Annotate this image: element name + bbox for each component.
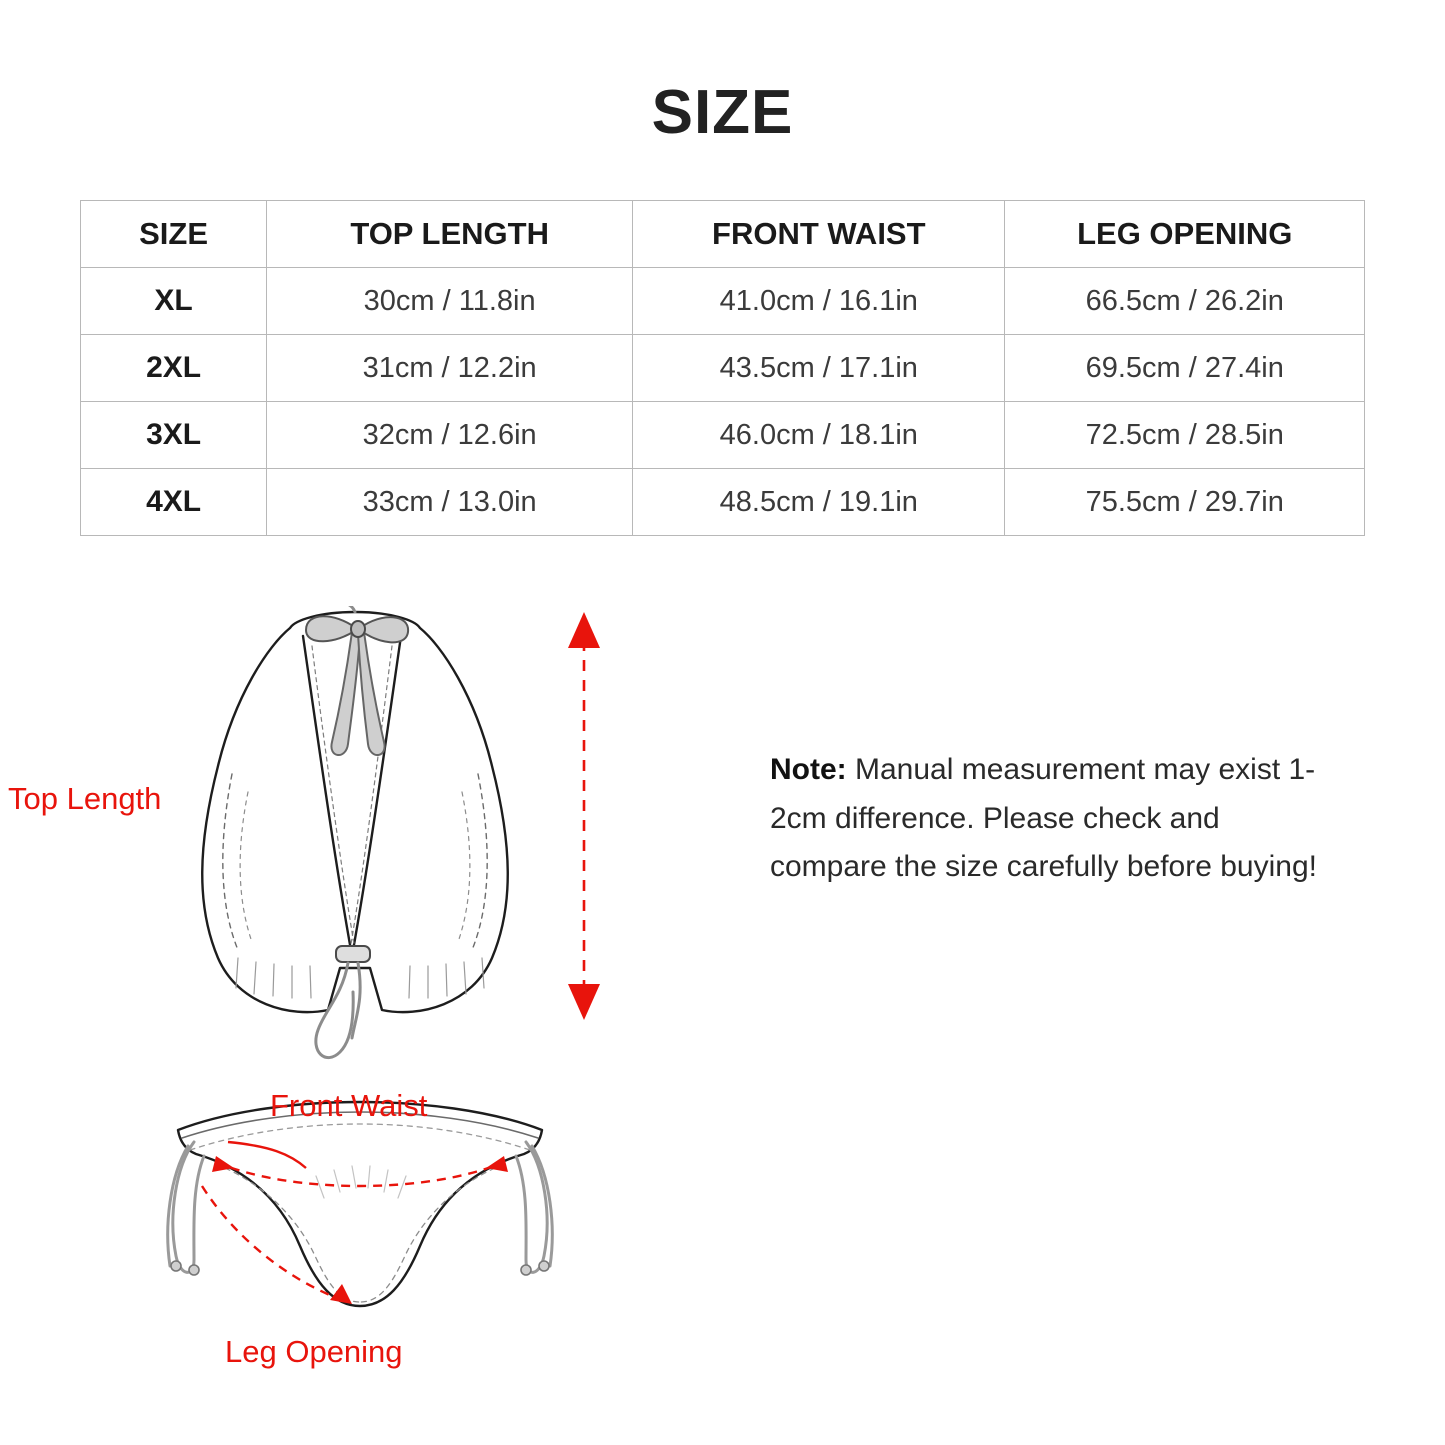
note-text: Manual measurement may exist 1-2cm difference. Please check and compare the size carefully before buying! [770, 753, 1317, 884]
note-block [770, 746, 1330, 892]
cell-leg-opening: 69.5cm / 27.4in [1005, 335, 1365, 402]
cell-top-length: 32cm / 12.6in [267, 402, 633, 469]
table-row [81, 469, 1365, 536]
table-row [81, 402, 1365, 469]
cell-top-length: 33cm / 13.0in [267, 469, 633, 536]
cell-leg-opening: 75.5cm / 29.7in [1005, 469, 1365, 536]
note-lead: Note: [770, 753, 847, 786]
cell-top-length: 31cm / 12.2in [267, 335, 633, 402]
column-header-leg-opening: LEG OPENING [1005, 201, 1365, 268]
cell-size: 2XL [81, 335, 267, 402]
cell-size: 4XL [81, 469, 267, 536]
size-table [80, 200, 1365, 536]
top-length-dimension-arrow [530, 606, 760, 1026]
cell-leg-opening: 66.5cm / 26.2in [1005, 268, 1365, 335]
cell-top-length: 30cm / 11.8in [267, 268, 633, 335]
cell-front-waist: 48.5cm / 19.1in [633, 469, 1005, 536]
cell-leg-opening: 72.5cm / 28.5in [1005, 402, 1365, 469]
size-table-container [80, 200, 1365, 536]
swimsuit-illustration [120, 606, 600, 1366]
table-header-row [81, 201, 1365, 268]
cell-size: XL [81, 268, 267, 335]
cell-front-waist: 41.0cm / 16.1in [633, 268, 1005, 335]
top-length-label: Top Length [8, 781, 162, 816]
column-header-front-waist: FRONT WAIST [633, 201, 1005, 268]
front-waist-label: Front Waist [270, 1088, 428, 1123]
table-row [81, 335, 1365, 402]
cell-front-waist: 43.5cm / 17.1in [633, 335, 1005, 402]
column-header-size: SIZE [81, 201, 267, 268]
cell-front-waist: 46.0cm / 18.1in [633, 402, 1005, 469]
table-row [81, 268, 1365, 335]
diagram-section [0, 606, 1445, 1386]
leg-opening-label: Leg Opening [225, 1334, 403, 1369]
cell-size: 3XL [81, 402, 267, 469]
page-title: SIZE [651, 78, 794, 147]
column-header-top-length: TOP LENGTH [267, 201, 633, 268]
